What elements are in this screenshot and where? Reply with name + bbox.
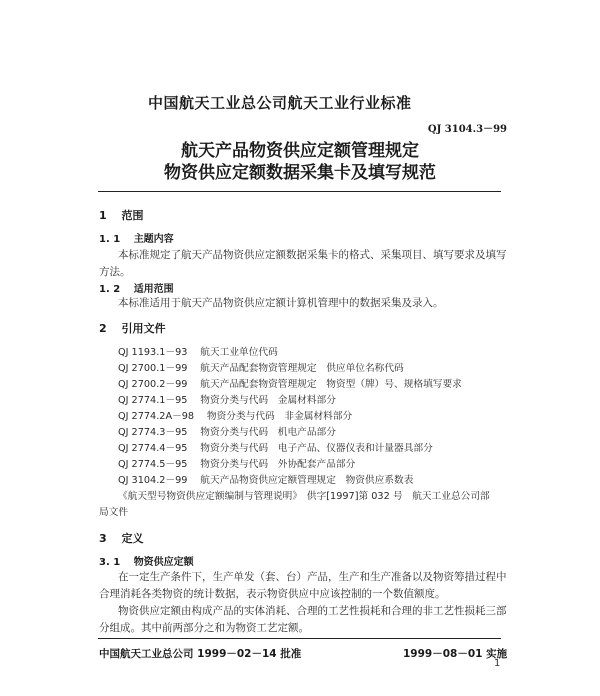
section-title: 物资供应定额 bbox=[133, 557, 194, 568]
reference-title: 航天产品配套物资管理规定 物资型（牌）号、规格填写要求 bbox=[200, 379, 462, 390]
reference-item bbox=[118, 424, 336, 438]
reference-title: 物资分类与代码 机电产品部分 bbox=[200, 427, 336, 438]
reference-code: QJ 2774.2A－98 bbox=[118, 411, 195, 422]
reference-title: 航天产品物资供应定额管理规定 物资供应系数表 bbox=[200, 475, 414, 486]
definition-paragraph2-line1: 物资供应定额由构成产品的实体消耗、合理的工艺性损耗和合理的非工艺性损耗三部 bbox=[118, 605, 507, 617]
reference-item bbox=[118, 344, 278, 358]
reference-code: QJ 2700.2－99 bbox=[118, 379, 188, 390]
document-title-line2: 物资供应定额数据采集卡及填写规范 bbox=[164, 163, 436, 183]
reference-title: 物资分类与代码 金属材料部分 bbox=[200, 395, 336, 406]
section-number: 3. 1 bbox=[99, 557, 121, 568]
reference-title: 航天产品配套物资管理规定 供应单位名称代码 bbox=[200, 363, 404, 374]
section-title: 主题内容 bbox=[133, 234, 174, 245]
section-1-heading bbox=[99, 207, 144, 223]
section-number: 1. 1 bbox=[99, 234, 121, 245]
reference-title: 物资分类与代码 外协配套产品部分 bbox=[200, 459, 356, 470]
section-1-2-paragraph: 本标准适用于航天产品物资供应定额计算机管理中的数据采集及录入。 bbox=[118, 297, 444, 309]
section-title: 引用文件 bbox=[121, 322, 166, 335]
section-1-1-heading bbox=[99, 230, 174, 245]
reference-item bbox=[118, 376, 462, 390]
implementation-date: 1999－08－01 实施 bbox=[403, 648, 508, 660]
reference-item bbox=[118, 360, 404, 374]
reference-code: QJ 2774.3－95 bbox=[118, 427, 188, 438]
header-divider bbox=[98, 191, 501, 192]
definition-paragraph1-line1: 在一定生产条件下，生产单发（套、台）产品，生产和生产准备以及物资筹措过程中 bbox=[118, 571, 507, 583]
reference-code: QJ 2774.5－95 bbox=[118, 459, 188, 470]
section-title: 范围 bbox=[121, 209, 144, 222]
reference-title: 航天工业单位代码 bbox=[200, 347, 278, 358]
section-number: 1 bbox=[99, 209, 107, 222]
footer-divider bbox=[98, 638, 501, 639]
section-number: 1. 2 bbox=[99, 284, 121, 295]
org-standard-heading: 中国航天工业总公司航天工业行业标准 bbox=[148, 94, 412, 112]
document-title-line1: 航天产品物资供应定额管理规定 bbox=[181, 141, 419, 161]
reference-item bbox=[118, 472, 413, 486]
reference-code: QJ 2774.4－95 bbox=[118, 443, 188, 454]
reference-document-line1: 《航天型号物资供应定额编制与管理说明》 供字[1997]第 032 号 航天工业总公司部 bbox=[118, 491, 490, 502]
reference-item bbox=[118, 440, 433, 454]
reference-item bbox=[118, 456, 355, 470]
definition-paragraph2-line2: 分组成。其中前两部分之和为物资工艺定额。 bbox=[99, 622, 309, 634]
reference-code: QJ 2774.1－95 bbox=[118, 395, 188, 406]
section-1-2-heading bbox=[99, 280, 174, 295]
section-2-heading bbox=[99, 320, 166, 336]
reference-title: 物资分类与代码 非金属材料部分 bbox=[206, 411, 353, 422]
section-1-1-paragraph-line2: 方法。 bbox=[99, 266, 131, 278]
reference-title: 物资分类与代码 电子产品、仪器仪表和计量器具部分 bbox=[200, 443, 433, 454]
reference-item bbox=[118, 408, 352, 422]
reference-code: QJ 3104.2－99 bbox=[118, 475, 188, 486]
issuer-name: 中国航天工业总公司 bbox=[99, 648, 194, 660]
section-title: 适用范围 bbox=[133, 284, 174, 295]
section-number: 3 bbox=[99, 532, 107, 545]
definition-paragraph1-line2: 合理消耗各类物资的统计数据，表示物资供应中应该控制的一个数值额度。 bbox=[99, 588, 446, 600]
section-1-1-paragraph-line1: 本标准规定了航天产品物资供应定额数据采集卡的格式、采集项目、填写要求及填写 bbox=[118, 249, 507, 261]
approval-date: 1999－02－14 批准 bbox=[197, 648, 302, 660]
section-number: 2 bbox=[99, 322, 107, 335]
section-title: 定义 bbox=[121, 532, 144, 545]
reference-code: QJ 1193.1－93 bbox=[118, 347, 188, 358]
footer-approval bbox=[99, 646, 301, 661]
section-3-1-heading bbox=[99, 553, 194, 568]
page-number: 1 bbox=[494, 658, 501, 669]
reference-code: QJ 2700.1－99 bbox=[118, 363, 188, 374]
standard-number: QJ 3104.3－99 bbox=[427, 124, 507, 135]
reference-item bbox=[118, 392, 336, 406]
reference-document-line2: 局文件 bbox=[99, 507, 129, 518]
section-3-heading bbox=[99, 530, 144, 546]
